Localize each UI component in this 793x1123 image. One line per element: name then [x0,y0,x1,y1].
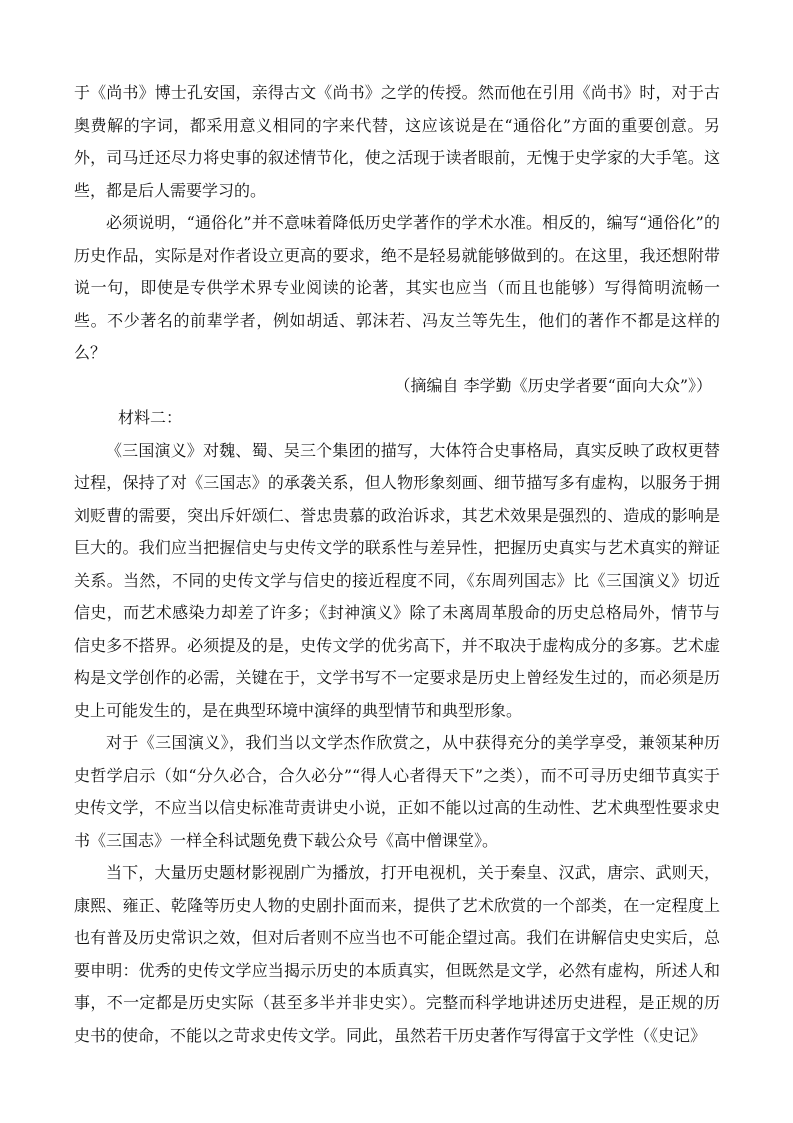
paragraph-3: 《三国演义》对魏、蜀、吴三个集团的描写，大体符合史事格局，真实反映了政权更替过程，保持了对《三国志》的承袭关系，但人物形象刻画、细节描写多有虚构，以服务于拥刘贬曹的需要，突出斥奸颂仁、誉忠贵慕的政治诉求，其艺术效果是强烈的、造成的影响是巨大的。我们应当把握信史与史传文学的联系性与差异性，把握历史真实与艺术真实的辩证关系。当然，不同的史传文学与信史的接近程度不同，《东周列国志》比《三国演义》切近信史，而艺术感染力却差了许多；《封神演义》除了未离周革殷命的历史总格局外，情节与信史多不搭界。必须提及的是，史传文学的优劣高下，并不取决于虚构成分的多寡。艺术虚构是文学创作的必需，关键在于，文学书写不一定要求是历史上曾经发生过的，而必须是历史上可能发生的，是在典型环境中演绎的典型情节和典型形象。 [74,440,720,720]
paragraph-4: 对于《三国演义》，我们当以文学杰作欣赏之，从中获得充分的美学享受，兼领某种历史哲学启示（如“分久必合，合久必分”“得人心者得天下”之类），而不可寻历史细节真实于史传文学，不应当以信史标准苛责讲史小说，正如不能以过高的生动性、艺术典型性要求史书《三国志》一样全科试题免费下载公众号《高中僧课堂》。 [74,733,720,850]
body-text [74,77,720,1052]
paragraph-2: 必须说明，“通俗化”并不意味着降低历史学著作的学术水准。相反的，编写“通俗化”的历史作品，实际是对作者设立更高的要求，绝不是轻易就能够做到的。在这里，我还想附带说一句，即使是专供学术界专业阅读的论著，其实也应当（而且也能够）写得简明流畅一些。不少著名的前辈学者，例如胡适、郭沫若、冯友兰等先生，他们的著作不都是这样的么？ [74,213,720,362]
section-heading-material-2: 材料二： [118,408,183,427]
citation: （摘编自 李学勤《历史学者要“面向大众”》） [394,375,712,395]
paragraph-5: 当下，大量历史题材影视剧广为播放，打开电视机，关于秦皇、汉武，唐宗、武则天，康熙、雍正、乾隆等历史人物的史剧扑面而来，提供了艺术欣赏的一个部类，在一定程度上也有普及历史常识之效，但对后者则不应当也不可能企望过高。我们在讲解信史史实后，总要申明：优秀的史传文学应当揭示历史的本质真实，但既然是文学，必然有虚构，所述人和事，不一定都是历史实际（甚至多半并非史实）。完整而科学地讲述历史进程，是正规的历史书的使命，不能以之苛求史传文学。同此，虽然若干历史著作写得富于文学性（《史记》 [74,863,720,1045]
paragraph-1: 于《尚书》博士孔安国，亲得古文《尚书》之学的传授。然而他在引用《尚书》时，对于古奥费解的字词，都采用意义相同的字来代替，这应该说是在“通俗化”方面的重要创意。另外，司马迁还尽力将史事的叙述情节化，使之活现于读者眼前，无愧于史学家的大手笔。这些，都是后人需要学习的。 [74,83,720,200]
